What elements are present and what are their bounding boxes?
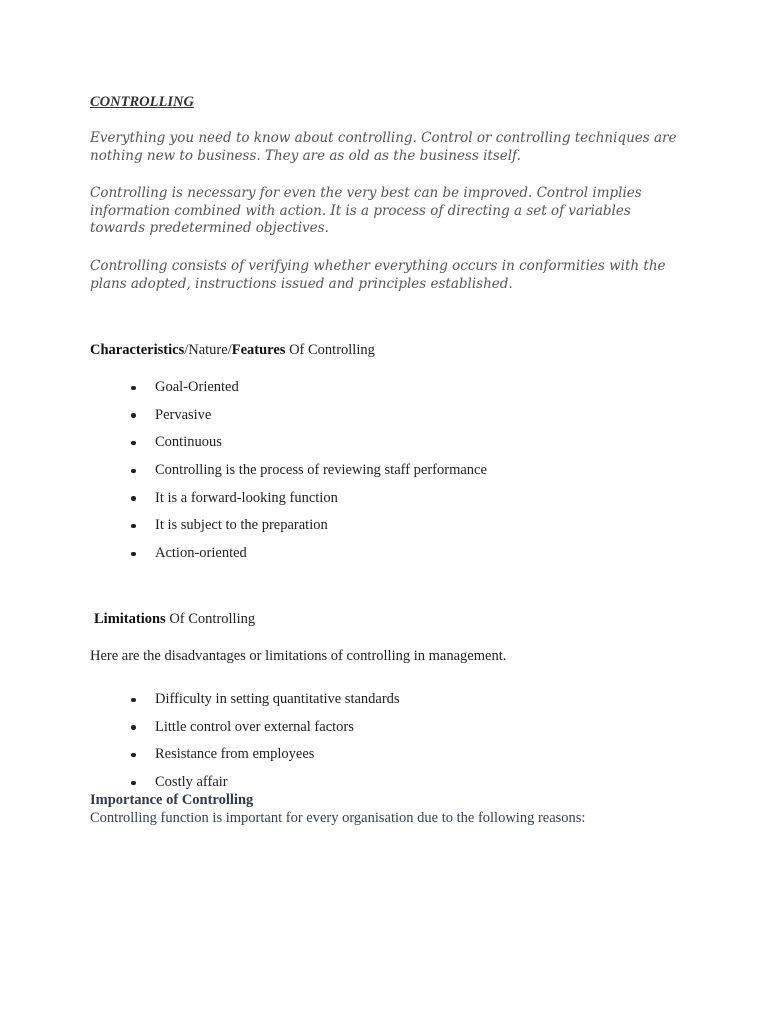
list-item xyxy=(90,690,400,718)
list-item-text: Little control over external factors xyxy=(155,718,354,735)
bullet-icon xyxy=(131,552,136,557)
list-item xyxy=(90,433,487,461)
limitations-intro: Here are the disadvantages or limitations of controlling in management. xyxy=(90,648,507,664)
list-item xyxy=(90,773,400,792)
list-item xyxy=(90,461,487,489)
characteristics-heading-rest: Of Controlling xyxy=(285,342,375,358)
bullet-icon xyxy=(131,698,136,703)
list-item xyxy=(90,378,487,406)
list-item-text: It is subject to the preparation xyxy=(155,517,328,534)
characteristics-heading-bold-2: Features xyxy=(231,342,286,358)
limitations-heading xyxy=(94,611,255,628)
bullet-icon xyxy=(131,386,136,391)
importance-heading: Importance of Controlling xyxy=(90,792,254,808)
limitations-list xyxy=(90,690,400,792)
bullet-icon xyxy=(131,524,136,529)
characteristics-heading-separator: /Nature/ xyxy=(184,342,232,358)
list-item-text: Action-oriented xyxy=(155,545,247,562)
bullet-icon xyxy=(131,441,136,446)
list-item-text: Pervasive xyxy=(155,406,212,423)
document-title: CONTROLLING xyxy=(90,94,194,110)
bullet-icon xyxy=(131,413,136,418)
bullet-icon xyxy=(131,725,136,730)
list-item xyxy=(90,544,487,572)
bullet-icon xyxy=(131,496,136,501)
bullet-icon xyxy=(131,781,136,786)
list-item-text: Costly affair xyxy=(155,774,228,791)
list-item xyxy=(90,406,487,434)
intro-paragraph-1: Everything you need to know about controlling. Control or controlling techniques are nothing new to business. They are as old as the business itself. xyxy=(90,130,677,164)
list-item-text: Continuous xyxy=(155,434,222,451)
characteristics-list xyxy=(90,378,487,572)
intro-paragraph-3: Controlling consists of verifying whether everything occurs in conformities with the plans adopted, instructions issued and principles established. xyxy=(90,258,666,292)
list-item xyxy=(90,745,400,773)
limitations-heading-rest: Of Controlling xyxy=(165,611,256,627)
bullet-icon xyxy=(131,753,136,758)
intro-paragraph-2: Controlling is necessary for even the very best can be improved. Control implies information combined with action. It is a process of directing a set of variables towards predetermined objectives. xyxy=(90,185,642,236)
importance-text: Controlling function is important for every organisation due to the following reasons: xyxy=(90,810,586,826)
list-item-text: It is a forward-looking function xyxy=(155,489,338,506)
list-item xyxy=(90,516,487,544)
list-item-text: Controlling is the process of reviewing staff performance xyxy=(155,462,487,479)
list-item-text: Resistance from employees xyxy=(155,746,315,763)
limitations-heading-bold: Limitations xyxy=(94,611,166,627)
list-item xyxy=(90,489,487,517)
list-item xyxy=(90,718,400,746)
characteristics-heading-bold-1: Characteristics xyxy=(90,342,185,358)
list-item-text: Goal-Oriented xyxy=(155,379,239,395)
bullet-icon xyxy=(131,469,136,474)
list-item-text: Difficulty in setting quantitative standards xyxy=(155,691,400,707)
characteristics-heading xyxy=(90,342,375,359)
